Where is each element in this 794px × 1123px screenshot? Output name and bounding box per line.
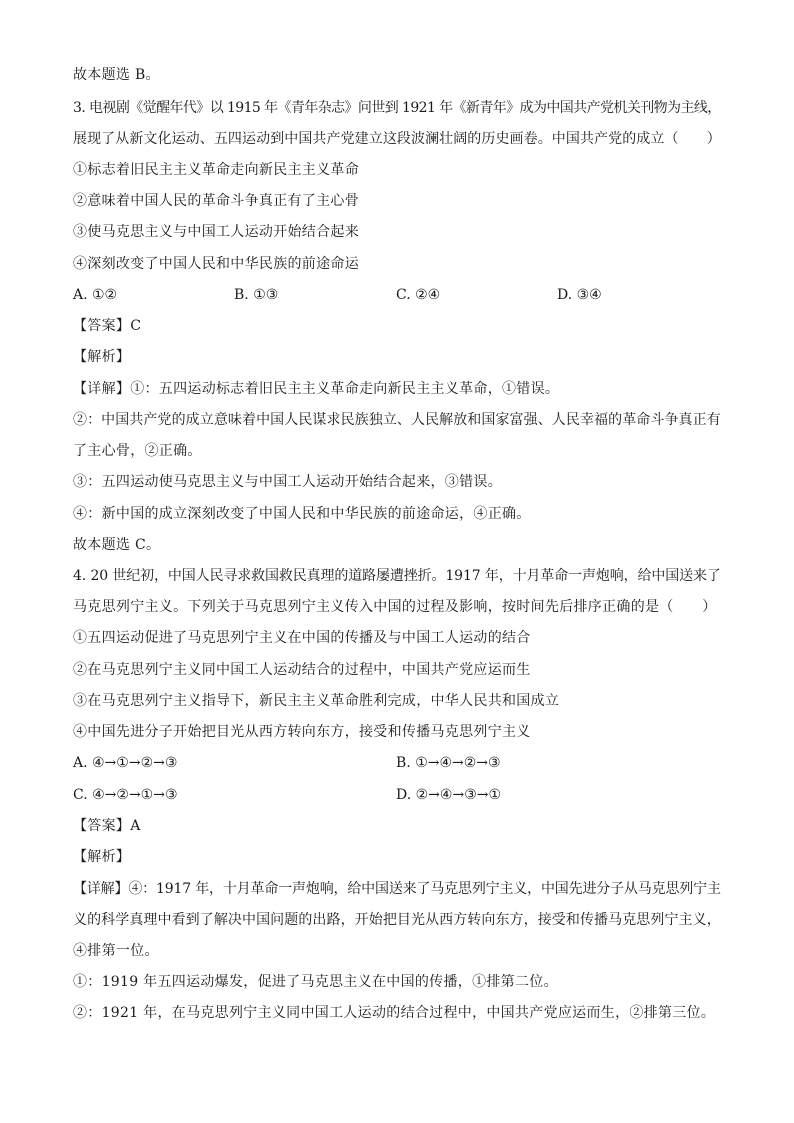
q3-detail-line-3: 了主心骨，②正确。 [73, 443, 202, 459]
q4-stem-line1: 4. 20 世纪初，中国人民寻求救国救民真理的道路屡遭挫折。1917 年，十月革命一声炮响，给中国送来了 [73, 568, 721, 584]
q3-item-4: ④深刻改变了中国人民和中华民族的前途命运 [73, 256, 359, 272]
q4-detail-line-2: 义的科学真理中看到了解决中国问题的出路，开始把目光从西方转向东方，接受和传播马克思列宁主义， [73, 912, 721, 928]
q4-item-1: ①五四运动促进了马克思列宁主义在中国的传播及与中国工人运动的结合 [73, 630, 531, 646]
q3-option-c: C. ②④ [396, 287, 441, 303]
q4-stem-line2: 马克思列宁主义。下列关于马克思列宁主义传入中国的过程及影响，按时间先后排序正确的是（ ） [73, 599, 717, 615]
q3-option-a: A. ①② [73, 287, 118, 303]
q3-detail-line-4: ③：五四运动使马克思主义与中国工人运动开始结合起来，③错误。 [73, 474, 502, 490]
q3-detail-line-5: ④：新中国的成立深刻改变了中国人民和中华民族的前途命运，④正确。 [73, 506, 531, 522]
q3-answer: 【答案】C [73, 318, 142, 334]
q3-detail-line-1: 【详解】①：五四运动标志着旧民主主义革命走向新民主主义革命，①错误。 [73, 381, 560, 397]
q4-detail-line-5: ②：1921 年，在马克思列宁主义同中国工人运动的结合过程中，中国共产党应运而生，②排第三位。 [73, 1005, 716, 1021]
q4-detail-line-4: ①：1919 年五四运动爆发，促进了马克思主义在中国的传播，①排第二位。 [73, 974, 558, 990]
q3-stem-line2: 展现了从新文化运动、五四运动到中国共产党建立这段波澜壮阔的历史画卷。中国共产党的成立（ ） [73, 131, 721, 147]
q4-detail-line-1: 【详解】④：1917 年，十月革命一声炮响，给中国送来了马克思列宁主义，中国先进分子从马克思列宁主 [73, 881, 721, 897]
q4-option-a: A. ④→①→②→③ [73, 755, 178, 771]
q3-detail-line-2: ②：中国共产党的成立意味着中国人民谋求民族独立、人民解放和国家富强、人民幸福的革命斗争真正有 [73, 412, 721, 428]
q4-answer: 【答案】A [73, 818, 141, 834]
q3-analysis-title: 【解析】 [73, 349, 131, 365]
q3-option-b: B. ①③ [234, 287, 279, 303]
q3-stem-line1: 3. 电视剧《觉醒年代》以 1915 年《青年杂志》问世到 1921 年《新青年》成为中国共产党机关刊物为主线， [73, 100, 721, 116]
q4-detail-line-3: ④排第一位。 [73, 943, 159, 959]
q3-item-1: ①标志着旧民主主义革命走向新民主主义革命 [73, 162, 359, 178]
q4-option-d: D. ②→④→③→① [396, 787, 502, 803]
q4-option-b: B. ①→④→②→③ [396, 755, 501, 771]
q3-conclusion: 故本题选 C。 [73, 537, 161, 553]
q3-item-3: ③使马克思主义与中国工人运动开始结合起来 [73, 224, 359, 240]
q4-analysis-title: 【解析】 [73, 849, 131, 865]
q3-option-d: D. ③④ [557, 287, 602, 303]
q4-item-4: ④中国先进分子开始把目光从西方转向东方，接受和传播马克思列宁主义 [73, 724, 531, 740]
q3-item-2: ②意味着中国人民的革命斗争真正有了主心骨 [73, 193, 359, 209]
q4-item-3: ③在马克思列宁主义指导下，新民主主义革命胜利完成，中华人民共和国成立 [73, 693, 560, 709]
q4-item-2: ②在马克思列宁主义同中国工人运动结合的过程中，中国共产党应运而生 [73, 662, 531, 678]
prev-conclusion: 故本题选 B。 [73, 67, 160, 83]
q4-option-c: C. ④→②→①→③ [73, 787, 178, 803]
